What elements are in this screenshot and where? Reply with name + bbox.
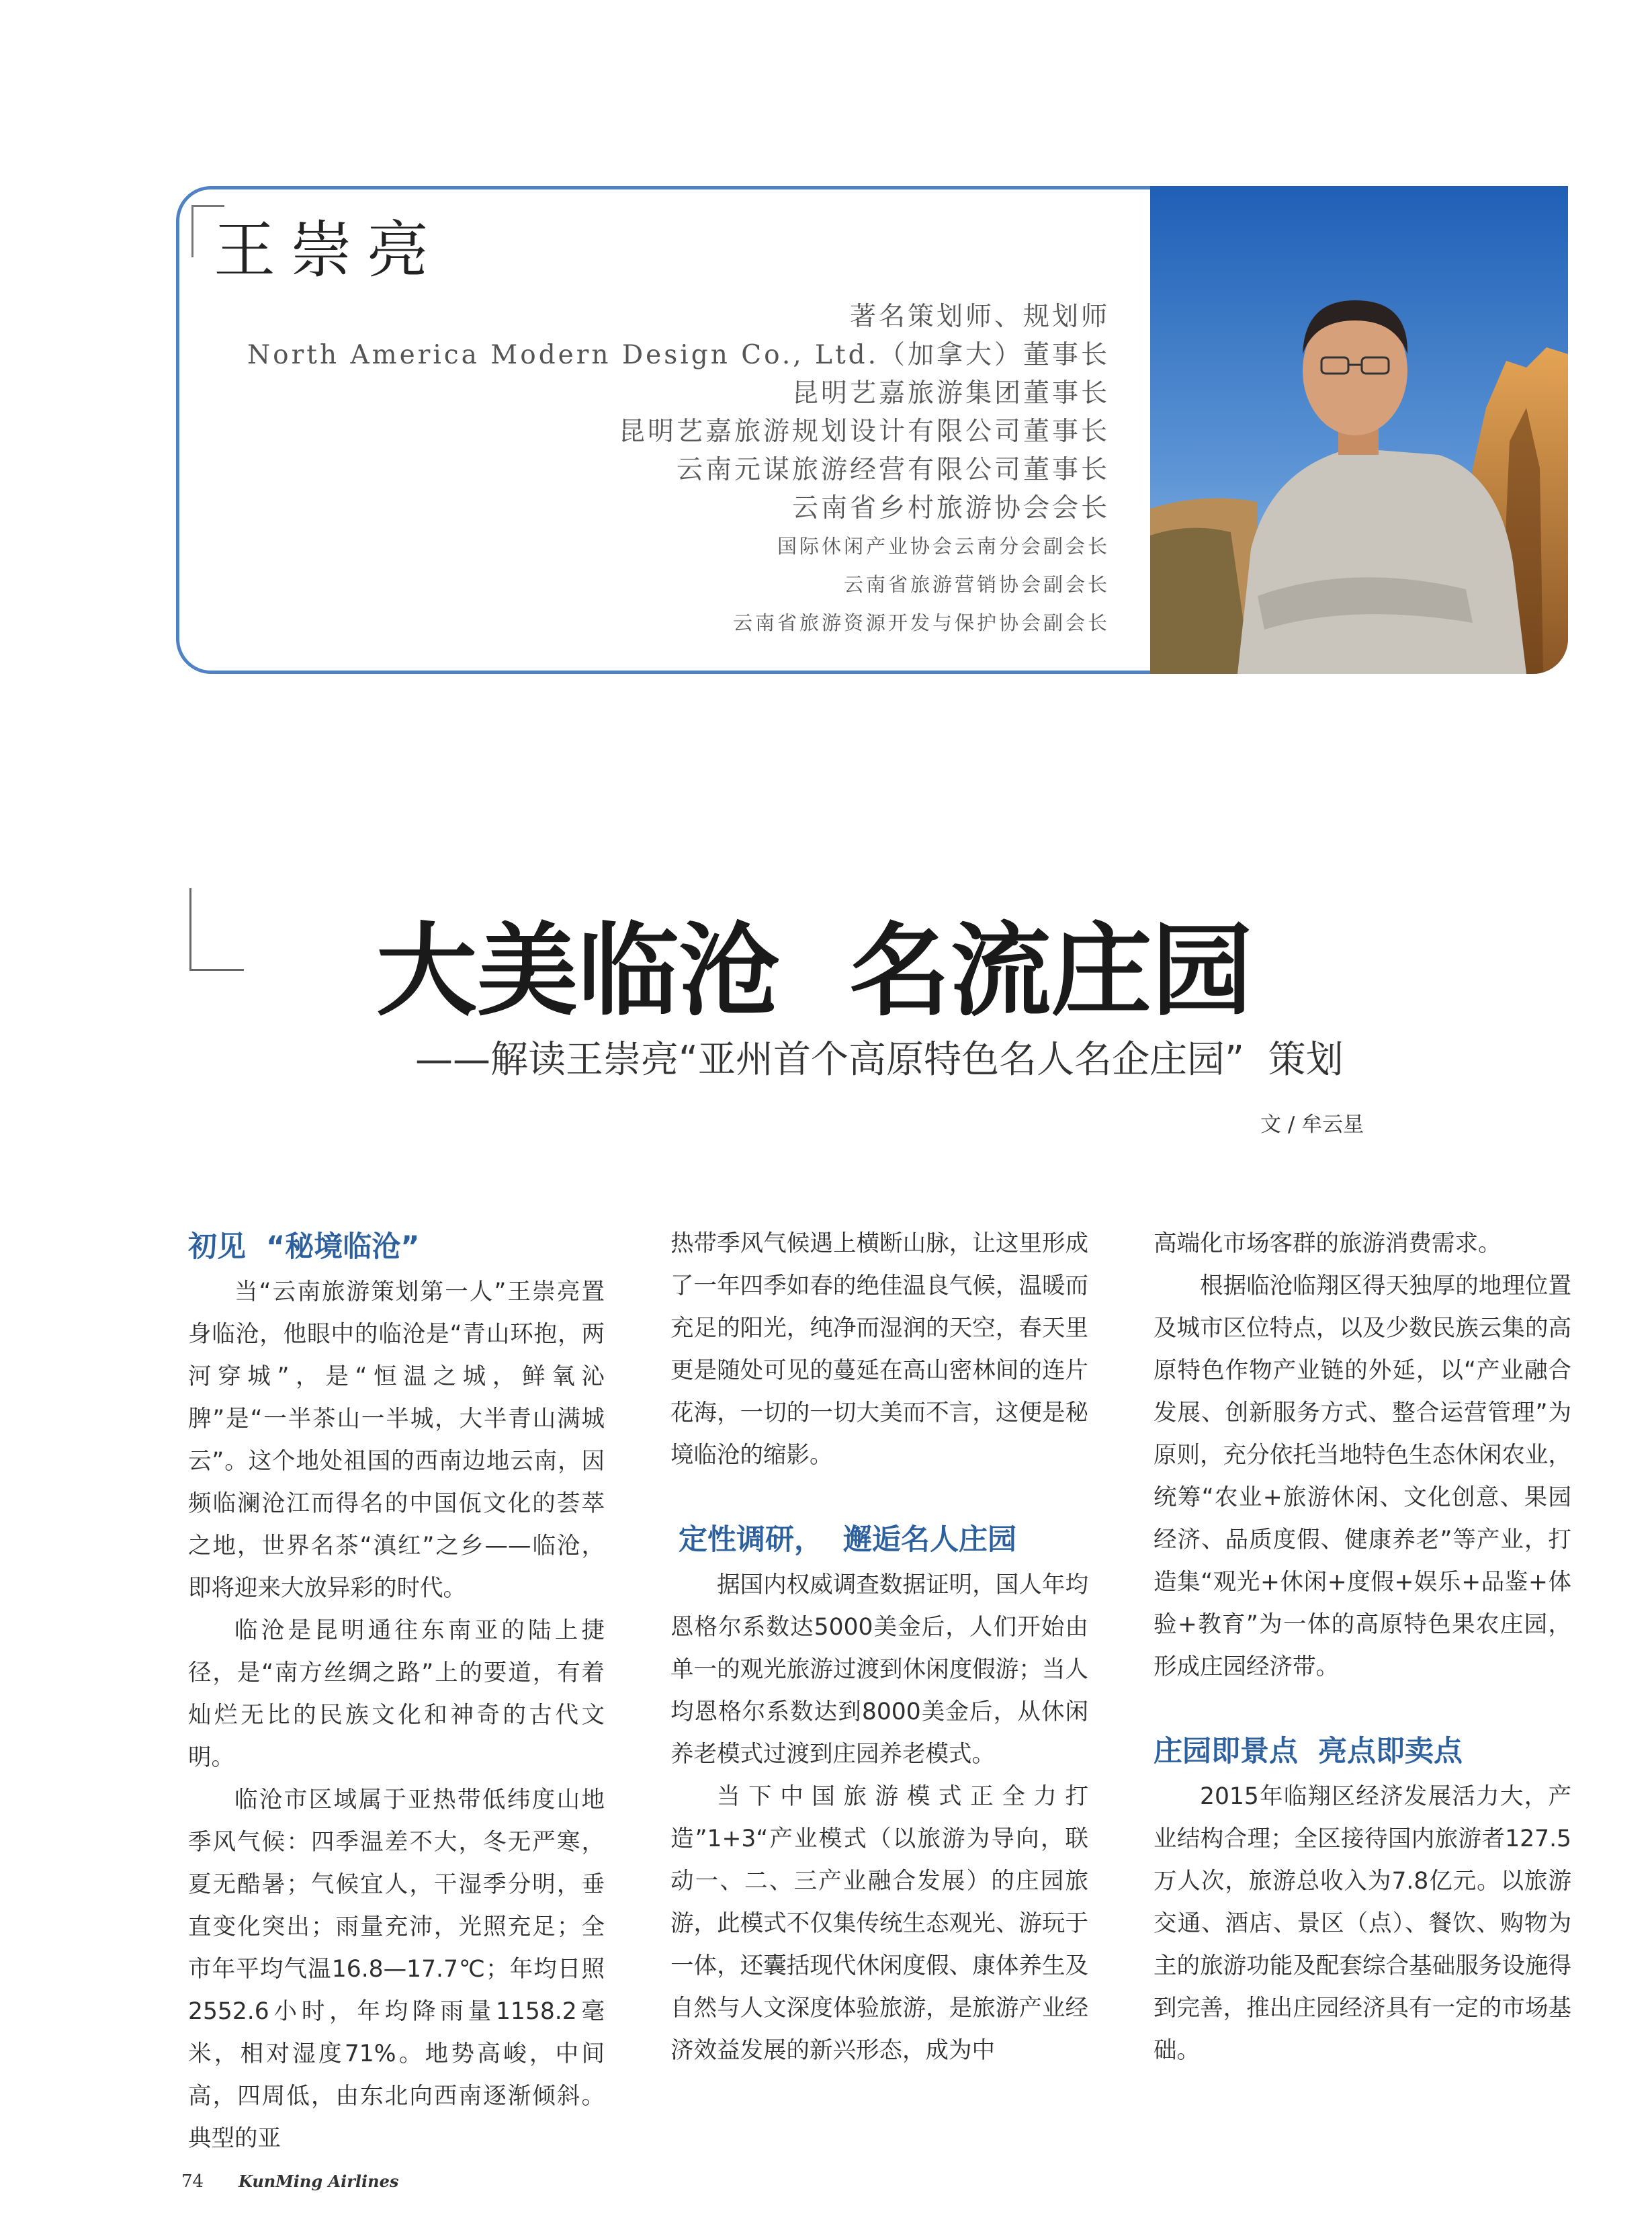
paragraph: 高端化市场客群的旅游消费需求。 xyxy=(1154,1230,1502,1257)
paragraph: 当“云南旅游策划第一人”王崇亮置身临沧，他眼中的临沧是“青山环抱，两河穿城”，是“恒温之城，鲜氧沁脾”是“一半茶山一半城，大半青山满城云”。这个地处祖国的西南边地云南，因频临澜沧江而得名的中国佤文化的荟萃之地，世界名茶“滇红”之乡——临沧，即将迎来大放异彩的时代。 xyxy=(188,1279,605,1602)
article-column-3 xyxy=(1154,1223,1571,2072)
paragraph: 当下中国旅游模式正全力打造”1+3“产业模式（以旅游为导向，联动一、二、三产业融合发展）的庄园旅游，此模式不仅集传统生态观光、游玩于一体，还囊括现代休闲度假、康体养生及自然与人文深度体验旅游，是旅游产业经济效益发展的新兴形态，成为中 xyxy=(670,1783,1088,2064)
article-headline: 大美临沧 名流庄园 xyxy=(376,912,1253,1030)
section-heading: 庄园即景点 亮点即卖点 xyxy=(1154,1735,1463,1768)
profile-title: 云南省乡村旅游协会会长 xyxy=(791,493,1110,523)
article-column-1 xyxy=(188,1223,605,2160)
paragraph: 热带季风气候遇上横断山脉，让这里形成了一年四季如春的绝佳温良气候，温暖而充足的阳光，纯净而湿润的天空，春天里更是随处可见的蔓延在高山密林间的连片花海，一切的一切大美而不言，这便是秘境临沧的缩影。 xyxy=(670,1230,1088,1469)
profile-title: 云南省旅游营销协会副会长 xyxy=(843,573,1110,596)
article-subtitle: ——解读王崇亮“亚州首个高原特色名人名企庄园” 策划 xyxy=(415,1038,1344,1082)
profile-title: 著名策划师、规划师 xyxy=(849,302,1110,332)
article-byline: 文 / 牟云星 xyxy=(1260,1113,1364,1137)
headline-corner-bracket xyxy=(189,888,244,971)
magazine-name: KunMing Airlines xyxy=(238,2171,399,2191)
paragraph: 2015年临翔区经济发展活力大，产业结构合理；全区接待国内旅游者127.5万人次，旅游总收入为7.8亿元。以旅游交通、酒店、景区（点）、餐饮、购物为主的旅游功能及配套综合基础服务设施得到完善，推出庄园经济具有一定的市场基础。 xyxy=(1154,1783,1571,2064)
paragraph: 临沧市区域属于亚热带低纬度山地季风气候：四季温差不大，冬无严寒，夏无酷暑；气候宜人，干湿季分明，垂直变化突出；雨量充沛，光照充足；全市年平均气温16.8—17.7℃；年均日照2552.6小时，年均降雨量1158.2毫米，相对湿度71%。地势高峻，中间高，四周低，由东北向西南逐渐倾斜。典型的亚 xyxy=(188,1787,605,2152)
section-heading: 定性调研， 邂逅名人庄园 xyxy=(679,1523,1016,1557)
profile-title: 云南省旅游资源开发与保护协会副会长 xyxy=(732,611,1110,634)
profile-title: 国际休闲产业协会云南分会副会长 xyxy=(777,535,1110,558)
profile-title: North America Modern Design Co., Ltd.（加拿大）董事长 xyxy=(247,340,1110,370)
person-name: 王崇亮 xyxy=(214,214,444,286)
profile-titles xyxy=(102,298,1110,642)
article-column-2 xyxy=(670,1223,1088,2072)
section-heading: 初见 “秘境临沧” xyxy=(188,1230,420,1264)
paragraph: 临沧是昆明通往东南亚的陆上捷径，是“南方丝绸之路”上的要道，有着灿烂无比的民族文化和神奇的古代文明。 xyxy=(188,1617,605,1771)
paragraph: 根据临沧临翔区得天独厚的地理位置及城市区位特点，以及少数民族云集的高原特色作物产业链的外延，以“产业融合发展、创新服务方式、整合运营管理”为原则，充分依托当地特色生态休闲农业，统筹“农业+旅游休闲、文化创意、果园经济、品质度假、健康养老”等产业，打造集“观光+休闲+度假+娱乐+品鉴+体验+教育”为一体的高原特色果农庄园，形成庄园经济带。 xyxy=(1154,1273,1571,1680)
profile-title: 云南元谋旅游经营有限公司董事长 xyxy=(676,455,1110,485)
profile-title: 昆明艺嘉旅游规划设计有限公司董事长 xyxy=(618,417,1110,447)
portrait-photo xyxy=(1150,186,1568,674)
paragraph: 据国内权威调查数据证明，国人年均恩格尔系数达5000美金后，人们开始由单一的观光旅游过渡到休闲度假游；当人均恩格尔系数达到8000美金后，从休闲养老模式过渡到庄园养老模式。 xyxy=(670,1572,1088,1768)
profile-title: 昆明艺嘉旅游集团董事长 xyxy=(791,378,1110,408)
page-number: 74 xyxy=(181,2171,204,2192)
